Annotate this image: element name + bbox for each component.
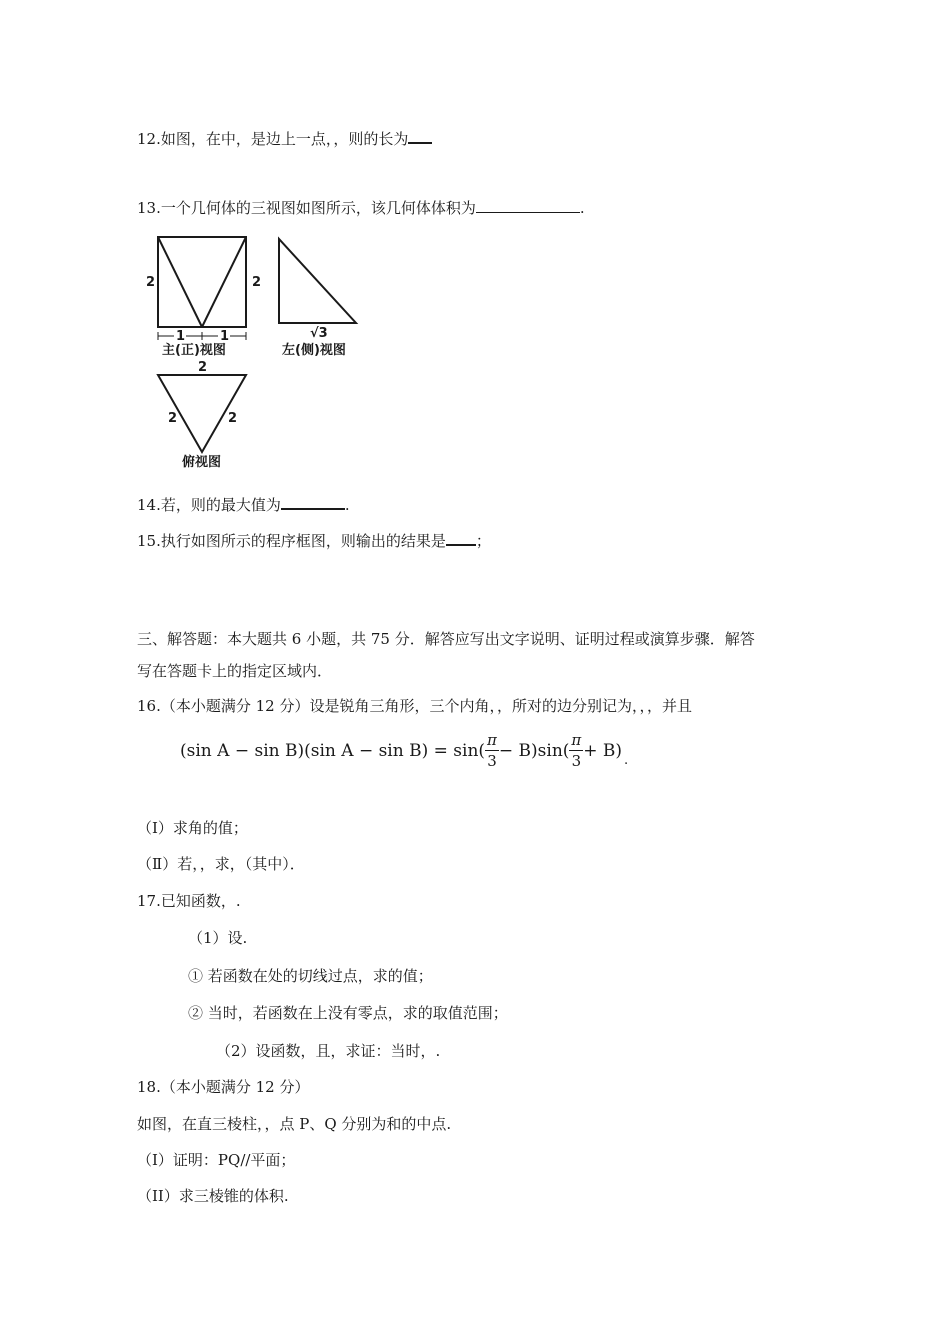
side-base-label: √3 [310, 326, 328, 341]
front-half-right-label: 1 [220, 329, 230, 344]
question-16-part-1: （Ⅰ）求角的值； [137, 819, 248, 837]
section-3-heading-cont: 写在答题卡上的指定区域内． [137, 662, 333, 680]
question-13-text: 13.一个几何体的三视图如图所示，该几何体体积为 [137, 199, 476, 217]
question-17-part-2: （2）设函数，且，求证：当时，. [216, 1042, 441, 1060]
formula-denominator-2: 3 [571, 752, 582, 770]
question-18-description: 如图，在直三棱柱，，点 P、Q 分别为和的中点. [137, 1115, 452, 1133]
side-view-label: 左(侧)视图 [282, 343, 346, 358]
question-18: 18.（本小题满分 12 分） [137, 1078, 310, 1096]
question-16: 16.（本小题满分 12 分）设是锐角三角形，三个内角，，所对的边分别记为，，，并且 [137, 697, 692, 715]
question-13 [137, 198, 585, 218]
question-14 [137, 494, 350, 515]
formula-tail: . [624, 753, 629, 768]
answer-blank [281, 494, 345, 510]
front-view-rect [158, 237, 246, 327]
question-18-part-1: （I）证明：PQ//平面； [137, 1151, 296, 1169]
formula-fraction-1 [485, 730, 499, 771]
formula-fraction-2 [569, 730, 583, 771]
question-17-part-1b: ② 当时，若函数在上没有零点，求的取值范围； [188, 1004, 508, 1022]
formula-left: (sin A − sin B)(sin A − sin B) = sin( [180, 740, 486, 761]
formula-mid: − B)sin( [498, 740, 570, 761]
question-15-text: 15.执行如图所示的程序框图，则输出的结果是 [137, 532, 446, 550]
question-17: 17.已知函数，. [137, 892, 241, 910]
question-13-tail: . [579, 199, 585, 217]
front-view-right-diagonal [202, 237, 246, 327]
question-12-text: 12.如图，在中，是边上一点，，则的长为 [137, 130, 409, 148]
three-view-figure [134, 230, 374, 475]
front-height-right-label: 2 [252, 275, 262, 290]
question-15 [137, 530, 491, 551]
front-half-left-label: 1 [176, 329, 186, 344]
formula-numerator-2: π [571, 731, 582, 749]
q16-formula [180, 730, 628, 771]
answer-blank [476, 198, 580, 213]
front-view-left-diagonal [158, 237, 202, 327]
top-view-label: 俯视图 [182, 455, 222, 470]
side-view-triangle [279, 239, 356, 323]
top-width-label: 2 [198, 360, 208, 375]
formula-denominator-1: 3 [487, 752, 497, 770]
question-14-text: 14.若，则的最大值为 [137, 496, 281, 514]
question-16-part-2: （Ⅱ）若，，求，（其中）． [137, 855, 305, 873]
top-left-label: 2 [168, 411, 178, 426]
question-12 [137, 128, 432, 149]
question-17-part-1a: ① 若函数在处的切线过点，求的值； [188, 967, 433, 985]
section-3-heading: 三、解答题：本大题共 6 小题，共 75 分．解答应写出文字说明、证明过程或演算步骤．解答 [137, 630, 755, 648]
front-height-label: 2 [146, 275, 156, 290]
top-right-label: 2 [228, 411, 238, 426]
question-18-part-2: （II）求三棱锥的体积. [137, 1187, 289, 1205]
question-15-tail: ； [475, 532, 491, 550]
question-14-tail: . [344, 496, 350, 514]
formula-numerator-1: π [487, 731, 497, 749]
answer-blank [408, 128, 432, 144]
answer-blank [446, 530, 476, 546]
formula-right: + B) [583, 740, 623, 761]
front-view-label: 主(正)视图 [162, 343, 226, 358]
question-17-part-1: （1）设. [188, 929, 248, 947]
